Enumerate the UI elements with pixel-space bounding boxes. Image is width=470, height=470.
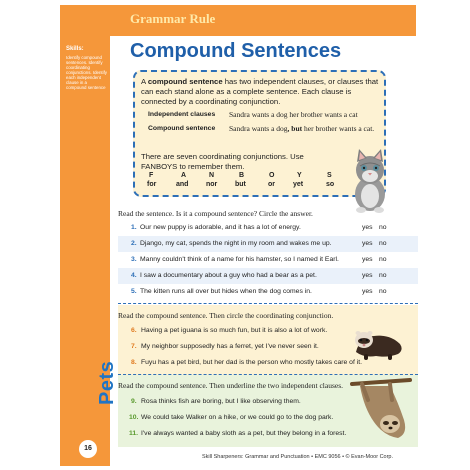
yes-option[interactable]: yes bbox=[362, 288, 373, 295]
section3-instruction: Read the compound sentence. Then underline the two independent clauses. bbox=[118, 381, 343, 390]
question-number: 3. bbox=[131, 256, 137, 263]
example-sentence-independent: Sandra wants a dog her brother wants a cat bbox=[229, 110, 358, 119]
question-text[interactable]: Having a pet iguana is so much fun, but it is also a lot of work. bbox=[141, 327, 328, 334]
question-row bbox=[118, 236, 418, 252]
question-row bbox=[118, 252, 418, 268]
conjunction-word: and bbox=[176, 181, 189, 188]
no-option[interactable]: no bbox=[379, 256, 387, 263]
question-number: 5. bbox=[131, 288, 137, 295]
fanboys-letter: F bbox=[149, 172, 154, 179]
question-number: 6. bbox=[131, 327, 137, 334]
question-number: 2. bbox=[131, 240, 137, 247]
header-title: Grammar Rule bbox=[130, 11, 216, 26]
yes-option[interactable]: yes bbox=[362, 256, 373, 263]
question-row bbox=[118, 284, 418, 300]
question-text: I saw a documentary about a guy who had a bear as a pet. bbox=[140, 272, 317, 279]
no-option[interactable]: no bbox=[379, 240, 387, 247]
question-row bbox=[118, 268, 418, 284]
conjunction-word: but bbox=[235, 181, 246, 188]
yes-option[interactable]: yes bbox=[362, 224, 373, 231]
conjunction-word: or bbox=[268, 181, 275, 188]
example-label-compound: Compound sentence bbox=[148, 125, 216, 132]
fanboys-letter: O bbox=[269, 172, 275, 179]
section-divider bbox=[118, 303, 418, 304]
conjunction-word: so bbox=[326, 181, 335, 188]
kitten-image bbox=[348, 148, 392, 214]
fanboys-letter: Y bbox=[297, 172, 302, 179]
topic-label: Pets bbox=[96, 360, 118, 405]
question-number: 1. bbox=[131, 224, 137, 231]
fanboys-letter: B bbox=[239, 172, 245, 179]
header-band-left bbox=[60, 5, 110, 36]
question-number: 8. bbox=[131, 359, 137, 366]
page-title: Compound Sentences bbox=[130, 40, 342, 62]
conjunction-words bbox=[149, 181, 369, 191]
question-number: 7. bbox=[131, 343, 137, 350]
no-option[interactable]: no bbox=[379, 288, 387, 295]
section2-instruction: Read the compound sentence. Then circle the coordinating conjunction. bbox=[118, 311, 334, 320]
fanboys-letter: N bbox=[209, 172, 215, 179]
question-text[interactable]: Rosa thinks fish are boring, but I like observing them. bbox=[141, 398, 301, 405]
no-option[interactable]: no bbox=[379, 224, 387, 231]
example-label-independent: Independent clauses bbox=[148, 111, 216, 118]
question-text[interactable]: Fuyu has a pet bird, but her dad is the person who mostly takes care of it. bbox=[141, 359, 363, 366]
question-text[interactable]: My neighbor supposedly has a ferret, yet I've never seen it. bbox=[141, 343, 319, 350]
yes-option[interactable]: yes bbox=[362, 272, 373, 279]
question-row bbox=[118, 220, 418, 236]
footer-credit: Skill Sharpeners: Grammar and Punctuation • EMC 9056 • © Evan-Moor Corp. bbox=[202, 454, 394, 460]
question-text: Our new puppy is adorable, and it has a lot of energy. bbox=[140, 224, 301, 231]
sloth-image bbox=[350, 378, 412, 444]
no-option[interactable]: no bbox=[379, 272, 387, 279]
page-number: 16 bbox=[79, 440, 97, 458]
question-text[interactable]: I've always wanted a baby sloth as a pet, but they belong in a forest. bbox=[141, 430, 347, 437]
example-sentence-compound: Sandra wants a dog, but her brother wants a cat. bbox=[229, 124, 375, 133]
conjunction-word: yet bbox=[293, 181, 304, 188]
ferret-image bbox=[350, 318, 406, 364]
fanboys-letter: S bbox=[327, 172, 332, 179]
question-text: The kitten runs all over but hides when the dog comes in. bbox=[140, 288, 312, 295]
skills-title: Skills: bbox=[66, 46, 84, 52]
question-text[interactable]: We could take Walker on a hike, or we could go to the dog park. bbox=[141, 414, 334, 421]
rule-intro: A compound sentence has two independent clauses, or clauses that can each stand alone as a complete sentence. Each clause is connected by a coordinating conjunction. bbox=[141, 77, 379, 106]
question-number: 4. bbox=[131, 272, 137, 279]
fanboys-letter: A bbox=[181, 172, 187, 179]
yes-option[interactable]: yes bbox=[362, 240, 373, 247]
conjunction-word: nor bbox=[206, 181, 218, 188]
skills-text: Identify compound sentences. Identify coordinating conjunctions. Identify each independent clause in a compound sentence bbox=[66, 55, 108, 90]
question-text: Manny couldn't think of a name for his hamster, so I named it Earl. bbox=[140, 256, 339, 263]
question-number: 9. bbox=[131, 398, 137, 405]
section1-instruction: Read the sentence. Is it a compound sentence? Circle the answer. bbox=[118, 209, 313, 218]
seven-conjunctions-text: There are seven coordinating conjunctions. Use FANBOYS to remember them. bbox=[141, 152, 304, 171]
question-number: 10. bbox=[129, 414, 139, 421]
conjunction-word: for bbox=[147, 181, 157, 188]
question-number: 11. bbox=[129, 430, 139, 437]
question-text: Django, my cat, spends the night in my room and wakes me up. bbox=[140, 240, 332, 247]
